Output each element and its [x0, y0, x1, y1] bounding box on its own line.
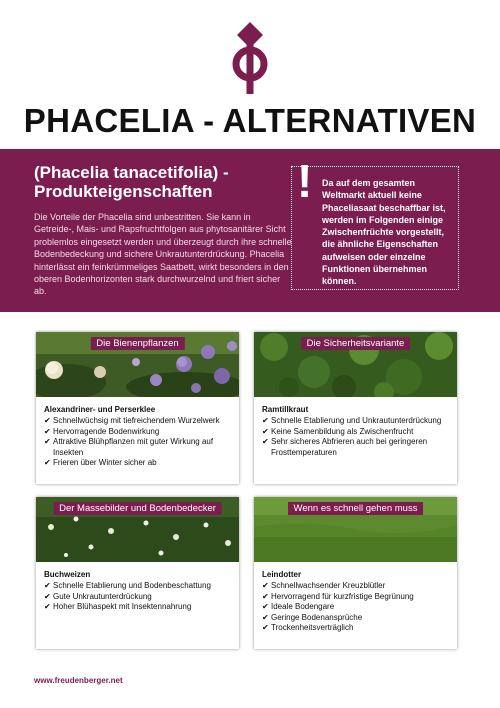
- intro-text: Die Vorteile der Phacelia sind unbestritten. Sie kann in Getreide-, Mais- und Rapsfruchtfolgen aus phytosanitärer Sicht problemlos eingesetzt werden und überzeugt durch ihre schnelle Bodenbedeckung und sichere Unkrautunterdrückung. Phacelia hinterlässt ein feinkrümmeliges Saatbett, wirkt besonders in den oberen Bodenhorizonten stark durchwurzelnd und friert sicher ab.: [34, 212, 292, 297]
- list-item: ✔ Ideale Bodengare: [262, 602, 452, 613]
- card-bienenpflanzen: [36, 332, 239, 484]
- section-title-line-2: Produkteigenschaften: [34, 182, 213, 201]
- plant-name: Ramtillkraut: [262, 405, 309, 414]
- card-schnell: [254, 497, 457, 649]
- card-content: [262, 404, 452, 458]
- list-item: ✔ Schnelle Etablierung und Unkrautunterdrückung: [262, 416, 452, 427]
- card-content: [44, 569, 234, 613]
- exclamation-icon: !: [297, 155, 313, 207]
- plant-name: Alexandriner- und Perserklee: [44, 405, 156, 414]
- card-label: Der Massebilder und Bodenbedecker: [53, 502, 222, 515]
- section-title-line-1: (Phacelia tanacetifolia) -: [34, 163, 229, 182]
- list-item: ✔ Attraktive Blühpflanzen mit guter Wirkung auf Insekten: [44, 437, 234, 458]
- page-title: PHACELIA - ALTERNATIVEN: [23, 102, 477, 139]
- list-item: ✔ Schnelle Etablierung und Bodenbeschattung: [44, 581, 234, 592]
- notice-text: Da auf dem gesamten Weltmarkt aktuell keine Phaceliasaat beschaffbar ist, werden im Folgenden einige Zwischenfrüchte vorgestellt, die ähnliche Eigenschaften aufweisen oder einzelne Funktionen übernehmen können.: [322, 178, 446, 287]
- benefit-list: [44, 581, 234, 613]
- list-item: ✔ Sehr sicheres Abfrieren auch bei geringeren Frosttemperaturen: [262, 437, 452, 458]
- card-label: Wenn es schnell gehen muss: [288, 502, 424, 515]
- card-label: Die Sicherheitsvariante: [301, 337, 411, 350]
- list-item: ✔ Schnellwüchsig mit tiefreichendem Wurzelwerk: [44, 416, 234, 427]
- freudenberger-logo: [222, 20, 278, 96]
- card-content: [44, 404, 234, 469]
- plant-name: Leindotter: [262, 570, 302, 579]
- list-item: ✔ Geringe Bodenansprüche: [262, 613, 452, 624]
- benefit-list: [44, 416, 234, 469]
- list-item: ✔ Schnellwachsender Kreuzblütler: [262, 581, 452, 592]
- card-label: Die Bienenpflanzen: [90, 337, 184, 350]
- section-title: [34, 163, 294, 201]
- website-link[interactable]: www.freudenberger.net: [34, 676, 123, 685]
- plant-name: Buchweizen: [44, 570, 91, 579]
- list-item: ✔ Trockenheitsverträglich: [262, 623, 452, 634]
- list-item: ✔ Gute Unkrautunterdrückung: [44, 592, 234, 603]
- list-item: ✔ Frieren über Winter sicher ab: [44, 458, 234, 469]
- list-item: ✔ Hervorragende Bodenwirkung: [44, 427, 234, 438]
- card-sicherheitsvariante: [254, 332, 457, 484]
- list-item: ✔ Hoher Blühaspekt mit Insektennahrung: [44, 602, 234, 613]
- card-content: [262, 569, 452, 634]
- list-item: ✔ Keine Samenbildung als Zwischenfrucht: [262, 427, 452, 438]
- benefit-list: [262, 581, 452, 634]
- benefit-list: [262, 416, 452, 458]
- card-massebilder: [36, 497, 239, 649]
- list-item: ✔ Hervorragend für kurzfristige Begrünung: [262, 592, 452, 603]
